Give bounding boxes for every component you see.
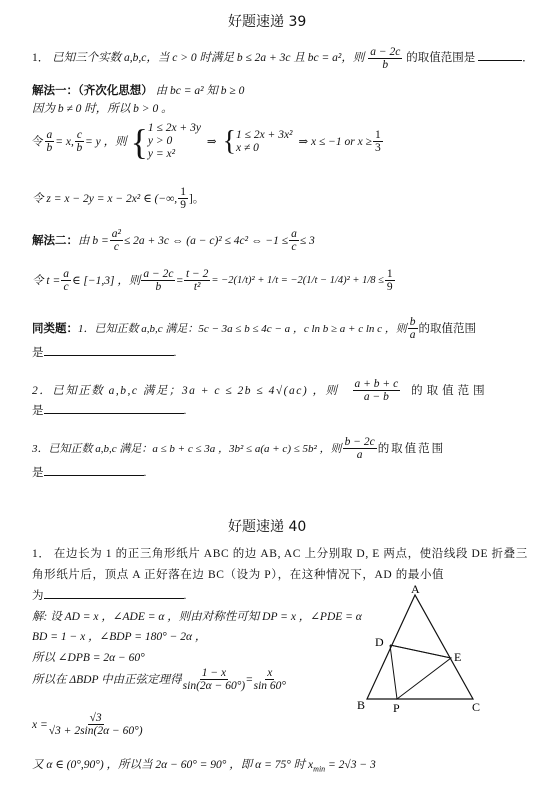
similar-p1-blank <box>44 355 174 356</box>
solution-40-line2: BD = 1 − x ，∠BDP = 180° − 2α ， <box>32 631 207 643</box>
m2-t-frac: $\frac{a}{c}$ <box>63 268 69 293</box>
system-conclusion: ⇒ x ≤ −1 or x ≥ <box>298 135 372 148</box>
z-line-text: 令 z = x − 2y = x − 2x² ∈ (−∞, <box>32 192 178 205</box>
m2-result-frac: $\frac{1}{9}$ <box>386 268 393 293</box>
section-40-title: 好题速递 40 <box>228 519 307 535</box>
similar-p3-frac: $\frac{b - 2c}{a}$ <box>344 436 375 461</box>
problem-number: 1． <box>32 52 50 65</box>
solution-40-line5 <box>32 712 144 737</box>
sol4-text: 所以在 ΔBDP 中由正弦定理得 <box>32 673 182 686</box>
m2-frac1: $\frac{\text{a²}}{c}$ <box>111 228 121 253</box>
sol5-x: x = <box>32 718 48 731</box>
method2-heading: 解法二： <box>32 234 78 247</box>
label-c: C <box>472 700 481 714</box>
similar-p2-blank <box>44 413 184 414</box>
method1-heading: 解法一：（齐次化思想） <box>32 85 153 97</box>
method1-heading-line <box>32 84 244 98</box>
similar-p1-line1 <box>32 316 476 341</box>
method2-line1 <box>32 228 315 253</box>
sol4-frac2: $\frac{x}{\sin 60^\circ}$ <box>253 667 287 692</box>
m2-l2a: 令 t = <box>32 274 61 287</box>
fold-triangle-dep <box>390 645 451 699</box>
solution-40-line6: 又 α ∈ (0°,90°) ，所以当 2α − 60° = 90° ，即 α = 75° 时 $x_{min} = 2√3 - 3$ <box>32 759 376 774</box>
system1: 1 ≤ 2x + 3y y > 0 y = x² <box>147 122 201 160</box>
solution-40-line4 <box>32 667 287 692</box>
method1-line2: 因为 b ≠ 0 时，所以 b > 0 。 <box>32 103 173 115</box>
similar-p3-line1 <box>32 436 445 461</box>
problem-tail: 的取值范围是 <box>406 52 476 65</box>
m2-l2d: = −2(1/t)² + 1/t = −2(1/t − 1/4)² + 1/8 ≤ <box>211 274 384 286</box>
solution-40-line1: 解: 设 AD = x ，∠ADE = α ，则由对称性可知 DP = x ，∠PDE = α <box>32 611 362 623</box>
label-b: B <box>357 698 366 712</box>
m2-l2b: ∈ [−1,3] ，则 <box>71 274 141 287</box>
sol4-eq: = <box>246 673 253 686</box>
problem-text: 已知三个实数 a,b,c，当 c > 0 时满足 b ≤ 2a + 3c 且 bc = a²，则 <box>52 52 365 65</box>
m2-t2-frac: $\frac{t - 2}{\text{t²}}$ <box>185 268 209 293</box>
problem-40-blank <box>44 598 184 599</box>
m2-l1a: 由 b = <box>78 234 109 247</box>
similar-p2-line1 <box>32 378 489 403</box>
ling-label: 令 <box>32 135 44 148</box>
similar-p3-tail: 的取值范围 <box>377 442 446 455</box>
triangle-figure <box>355 583 485 715</box>
m2-e-frac: $\frac{a - 2c}{b}$ <box>143 268 174 293</box>
section-39-title: 好题速递 39 <box>228 14 307 30</box>
label-d: D <box>375 635 384 649</box>
z-tail: ]。 <box>188 192 205 205</box>
sol6-tail: = 2√3 − 3 <box>328 759 376 771</box>
similar-p2-text: 2．已知正数 a,b,c 满足；3a + c ≤ 2b ≤ 4√(ac) ，则 <box>32 384 339 397</box>
similar-p1-tail: 的取值范围 <box>418 322 477 335</box>
sol5-frac: $\frac{√3}{√3 + 2\sin(2\alpha - 60^\circ)}$ <box>48 712 143 737</box>
similar-p2-tail: 的取值范围 <box>411 384 489 397</box>
conclusion-fraction: $\frac{1}{3}$ <box>374 129 381 154</box>
fold-line-de <box>390 645 451 658</box>
z-fraction: $\frac{1}{9}$ <box>180 186 186 211</box>
sub1-mid: = x, <box>55 135 74 148</box>
problem-40-line3: 为 . <box>32 590 187 602</box>
m2-l1c: ≤ 3 <box>299 234 315 247</box>
similar-p1-line2: 是 . <box>32 347 177 359</box>
sol4-frac1: $\frac{1 - x}{\sin(2\alpha - 60^\circ)}$ <box>182 667 246 692</box>
m2-l1b: ≤ 2a + 3c ⇔ (a − c)² ≤ 4c² ⇔ −1 ≤ <box>123 234 289 247</box>
m2-frac2: $\frac{a}{c}$ <box>291 228 297 253</box>
label-e: E <box>454 650 462 664</box>
z-range-line <box>32 186 204 211</box>
problem-40-line1: 1． 在边长为 1 的正三角形纸片 ABC 的边 AB, AC 上分别取 D, E 两点，使沿线段 DE 折叠三 <box>32 548 528 560</box>
x-min-subscript: min <box>313 764 326 774</box>
similar-p1-frac: $\frac{b}{a}$ <box>409 316 416 341</box>
similar-p2-frac: $\frac{a + b + c}{a - b}$ <box>354 378 399 403</box>
similar-p3-blank <box>44 475 144 476</box>
label-p: P <box>393 701 400 715</box>
sub1-fraction: $\frac{a}{b}$ <box>46 129 53 154</box>
sub2-tail: = y ，则 <box>84 135 127 148</box>
similar-p1-text: 1．已知正数 a,b,c 满足：5c − 3a ≤ b ≤ 4c − a ，c ln b ≥ a + c ln c ，则 <box>78 322 407 335</box>
similar-p3-text: 3．已知正数 a,b,c 满足：a ≤ b + c ≤ 3a ，3b² ≤ a(a + c) ≤ 5b² ，则 <box>32 442 342 455</box>
m2-l2c: = <box>176 274 183 287</box>
system2: 1 ≤ 2x + 3x² x ≠ 0 <box>236 128 293 154</box>
problem-39-1: 1． 已知三个实数 a,b,c，当 c > 0 时满足 b ≤ 2a + 3c 且 bc = a²，则 $\frac{a - 2c}{b}$ 的取值范围是 ． <box>32 46 534 71</box>
problem-40-line2: 角形纸片后，顶点 A 正好落在边 BC（设为 P），在这种情况下，AD 的最小值 <box>32 569 445 581</box>
problem-fraction: $\frac{a - 2c}{b}$ <box>370 46 401 71</box>
label-a: A <box>411 582 420 596</box>
method1-heading-tail: 由 bc = a² 知 b ≥ 0 <box>155 85 245 97</box>
similar-p2-line2: 是 . <box>32 405 187 417</box>
system2-brace: { <box>222 125 237 157</box>
method1-substitution: 令 $\frac{a}{b}$ = x, $\frac{c}{b}$ = y ，则 { 1 ≤ 2x + 3y y > 0 y = x² ⇒ { 1 ≤ 2x + 3x² x ≠ 0 ⇒ x ≤ −1 or x ≥ $\frac{1}{3}$ <box>32 121 381 162</box>
similar-heading: 同类题： <box>32 322 78 335</box>
similar-p3-line2: 是 . <box>32 467 147 479</box>
method2-line2 <box>32 268 396 293</box>
answer-blank <box>478 60 522 61</box>
sub2-fraction: $\frac{c}{b}$ <box>76 129 83 154</box>
solution-40-line3: 所以 ∠DPB = 2α − 60° <box>32 652 145 664</box>
system1-brace: { <box>130 121 148 162</box>
